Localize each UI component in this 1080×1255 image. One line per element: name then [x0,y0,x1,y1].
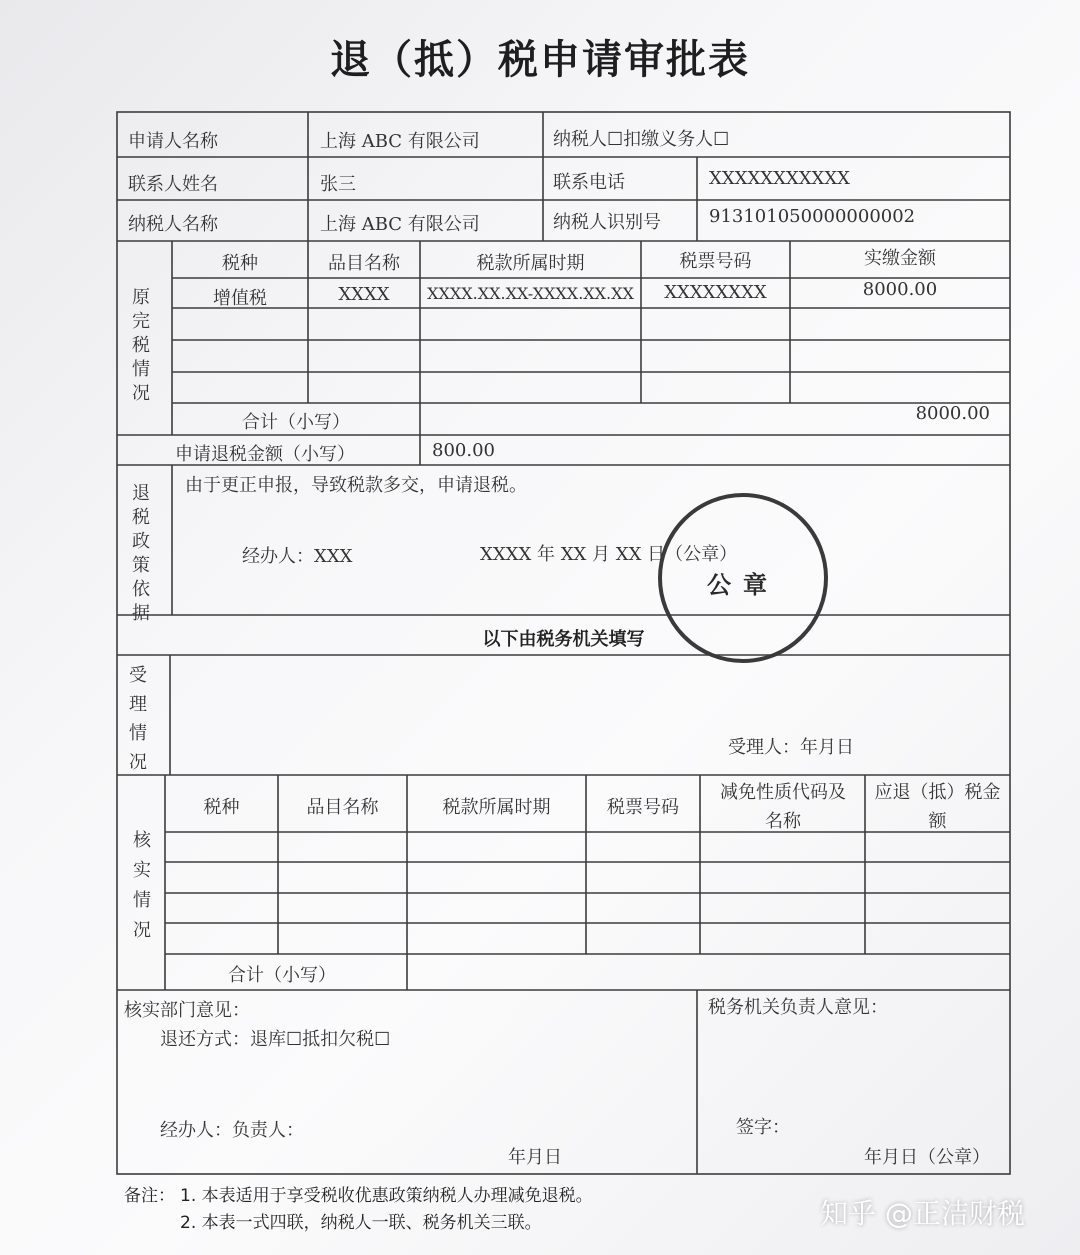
taxpayer-name-label: 纳税人名称 [128,214,218,235]
refund-amount-label: 申请退税金额（小写） [175,444,355,465]
orig-header-amount: 实缴金额 [864,248,936,269]
applicant-name-value[interactable]: 上海 ABC 有限公司 [320,131,480,152]
orig-row1-item[interactable]: XXXX [338,284,390,305]
orig-total-label: 合计（小写） [242,412,350,433]
orig-header-tax-type: 税种 [222,253,258,274]
watermark-text: 知乎 @正洁财税 [820,1197,1025,1230]
verify-header-ticket: 税票号码 [607,797,679,818]
contact-name-value[interactable]: 张三 [320,174,356,195]
taxpayer-id-label: 纳税人识别号 [553,212,661,233]
office-head-date[interactable]: 年月日（公章） [864,1147,990,1168]
orig-total-value[interactable]: 8000.00 [915,403,990,424]
refund-amount-value[interactable]: 800.00 [432,440,495,461]
tax-office-banner: 以下由税务机关填写 [482,629,645,650]
contact-name-label: 联系人姓名 [128,174,218,195]
taxpayer-name-value[interactable]: 上海 ABC 有限公司 [320,214,480,235]
office-head-opinion-label: 税务机关负责人意见： [708,997,888,1018]
orig-row1-ticket[interactable]: XXXXXXXX [664,282,767,303]
notes-line-1: 1. 本表适用于享受税收优惠政策纳税人办理减免退税。 [180,1186,593,1206]
orig-header-ticket: 税票号码 [679,251,752,272]
verify-header-tax-type: 税种 [203,797,240,818]
acceptance-receiver[interactable]: 受理人：年月日 [728,737,854,758]
refund-method-checkboxes[interactable]: 退还方式：退库☐抵扣欠税☐ [160,1029,391,1050]
contact-phone-label: 联系电话 [553,172,625,193]
notes-label: 备注： [124,1186,175,1206]
original-section-label: 原完税情况 [132,287,150,404]
verify-header-exemption: 减免性质代码及名称 [720,782,846,832]
refund-reason[interactable]: 由于更正申报，导致税款多交，申请退税。 [185,475,527,496]
applicant-name-label: 申请人名称 [128,131,218,152]
office-head-sign[interactable]: 签字： [736,1117,790,1138]
orig-row1-amount[interactable]: 8000.00 [862,279,938,300]
basis-date[interactable]: XXXX 年 XX 月 XX 日（公章） [480,544,738,565]
basis-section-label: 退税政策依据 [132,483,150,624]
verify-header-item: 品目名称 [306,797,379,818]
notes-line-2: 2. 本表一式四联，纳税人一联、税务机关三联。 [180,1213,542,1233]
orig-header-item: 品目名称 [328,253,400,274]
dept-date[interactable]: 年月日 [508,1147,562,1168]
verify-total-label: 合计（小写） [228,965,336,986]
form-title: 退（抵）税申请审批表 [330,37,750,83]
verify-header-period: 税款所属时期 [442,797,551,818]
official-seal-text: 公章 [707,571,779,599]
contact-phone-value[interactable]: XXXXXXXXXXX [709,168,850,189]
taxpayer-id-value[interactable]: 913101050000000002 [709,206,916,227]
taxpayer-type-checkboxes[interactable]: 纳税人☐扣缴义务人☐ [553,129,730,150]
dept-signers[interactable]: 经办人：负责人： [160,1120,304,1141]
orig-header-period: 税款所属时期 [476,253,585,274]
dept-opinion-label: 核实部门意见： [124,1000,250,1021]
verify-header-refund-amount: 应退（抵）税金额 [874,782,1001,832]
orig-row1-period[interactable]: XXXX.XX.XX-XXXX.XX.XX [427,284,634,303]
acceptance-section-label: 受理情况 [129,665,147,773]
orig-row1-tax-type[interactable]: 增值税 [213,288,267,309]
verification-section-label: 核实情况 [133,830,151,941]
basis-handler[interactable]: 经办人：XXX [242,546,353,567]
